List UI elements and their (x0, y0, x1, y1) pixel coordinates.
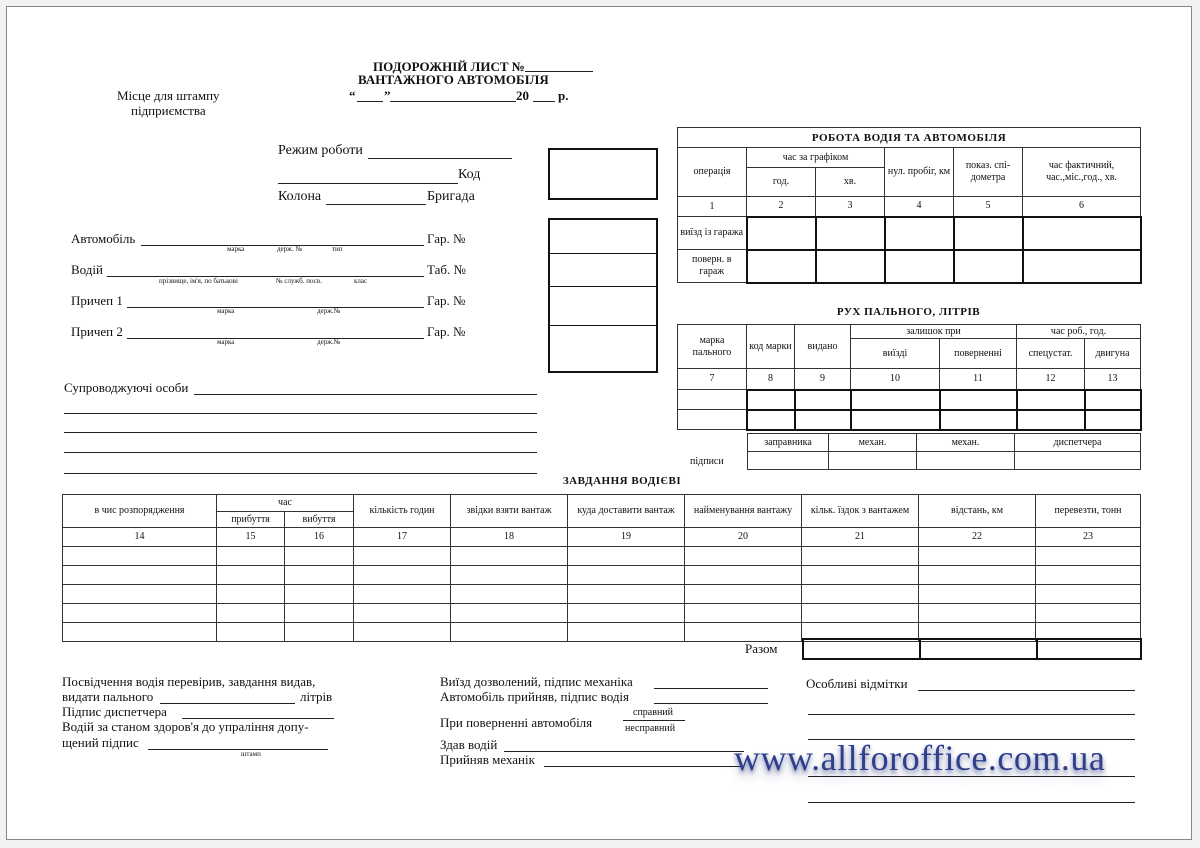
fuel-code-header: код марки (747, 325, 795, 369)
col-num: 13 (1085, 369, 1141, 390)
col-num: 19 (568, 528, 685, 547)
stamp-place-label-2: підприємства (131, 103, 206, 118)
code-field[interactable] (278, 183, 458, 184)
driver-sub-name: прізвище, ім'я, по батькові (159, 277, 238, 285)
col-num: 15 (217, 528, 285, 547)
date-month-line (390, 101, 516, 102)
special-marks-label: Особливі відмітки (806, 676, 908, 691)
arrival-header: прибуття (217, 512, 285, 528)
total-cells (802, 638, 1142, 660)
garage-number-label: Гар. № (427, 231, 466, 246)
zero-run-header: нул. пробіг, км (885, 148, 954, 197)
health-sign-label: щений підпис (62, 735, 139, 750)
to-header: куда доставити вантаж (568, 495, 685, 528)
driver-work-table (677, 127, 1142, 284)
fuel-worktime-header: час роб., год. (1017, 325, 1141, 339)
handed-field[interactable] (504, 751, 744, 752)
car-label: Автомобіль (71, 231, 136, 246)
fuel-at-exit-header: виїзді (851, 339, 940, 369)
col-num: 4 (885, 197, 954, 217)
status-ok[interactable]: справний (633, 707, 674, 718)
actual-time-header: час фактичний, час.,міс.,год., хв. (1023, 148, 1141, 197)
code-box (548, 148, 658, 200)
mode-label: Режим роботи (278, 143, 363, 158)
table-row (63, 604, 1141, 623)
car-accepted-field[interactable] (654, 703, 768, 704)
form-title: ПОДОРОЖНІЙ ЛИСТ № (373, 59, 525, 74)
table-row (63, 585, 1141, 604)
col-num: 6 (1023, 197, 1141, 217)
col-num: 11 (940, 369, 1017, 390)
trailer2-garage-label: Гар. № (427, 324, 466, 339)
cell[interactable] (816, 217, 885, 250)
cell[interactable] (851, 390, 940, 410)
driver-field[interactable] (107, 276, 424, 277)
exit-allowed-label: Виїзд дозволений, підпис механіка (440, 674, 633, 689)
signatures-table (747, 433, 1141, 470)
col-num: 3 (816, 197, 885, 217)
date-year-prefix: 20 (516, 88, 529, 103)
col-num: 1 (678, 197, 747, 217)
mode-field[interactable] (368, 158, 512, 159)
total-distance[interactable] (920, 639, 1037, 659)
col-num: 10 (851, 369, 940, 390)
distance-header: відстань, км (919, 495, 1036, 528)
cell[interactable] (1017, 410, 1085, 430)
vehicle-code-boxes (548, 218, 658, 373)
tasks-table-title: ЗАВДАННЯ ВОДІЄВІ (562, 475, 682, 487)
dispatcher-sign-label: Підпис диспетчера (62, 704, 167, 719)
fuel-special-header: спецустат. (1017, 339, 1085, 369)
cell[interactable] (885, 217, 954, 250)
fuel-brand-header: марка пального (678, 325, 747, 369)
trailer2-sub-reg: держ.№ (317, 338, 341, 346)
car-sub-type: тип (332, 245, 343, 253)
time-header: час (217, 495, 354, 512)
tab-number-label: Таб. № (427, 262, 466, 277)
waybill-form (6, 6, 1192, 840)
hours-count-header: кількість годин (354, 495, 451, 528)
status-divider (623, 720, 685, 721)
from-header: звідки взяти вантаж (451, 495, 568, 528)
col-num: 23 (1036, 528, 1141, 547)
cell[interactable] (795, 410, 851, 430)
watermark: www.allforoffice.com.ua (734, 738, 1106, 778)
trailer2-field[interactable] (127, 338, 424, 339)
special-marks-field-2[interactable] (808, 714, 1135, 715)
exit-allowed-field[interactable] (654, 688, 768, 689)
cell[interactable] (940, 410, 1017, 430)
col-num: 12 (1017, 369, 1085, 390)
car-sub-reg: держ. № (277, 245, 303, 253)
fuel-engine-header: двигуна (1085, 339, 1141, 369)
driver-sub-cert: № служб. посв. (276, 277, 322, 285)
work-table-title: РОБОТА ВОДІЯ ТА АВТОМОБІЛЯ (678, 128, 1141, 148)
dispatcher-header: диспетчера (1015, 434, 1141, 452)
col-num: 17 (354, 528, 451, 547)
cell[interactable] (917, 452, 1015, 470)
trailer1-sub-reg: держ.№ (317, 307, 341, 315)
received-label: Прийняв механік (440, 752, 535, 767)
cell[interactable] (816, 250, 885, 283)
stamp-place-label: Місце для штампу (117, 88, 220, 103)
trailer1-garage-label: Гар. № (427, 293, 466, 308)
cell[interactable] (678, 410, 747, 430)
fuel-table (677, 324, 1142, 431)
health-sign-field[interactable] (148, 749, 328, 750)
cell[interactable] (829, 452, 917, 470)
escort-field-5[interactable] (64, 473, 537, 474)
cell[interactable] (1085, 390, 1141, 410)
trips-header: кільк. їздок з вантажем (802, 495, 919, 528)
total-label: Разом (745, 641, 778, 656)
tons-header: перевезти, тонн (1036, 495, 1141, 528)
trailer2-label: Причеп 2 (71, 324, 123, 339)
column-field[interactable] (326, 204, 426, 205)
col-num: 14 (63, 528, 217, 547)
cell[interactable] (747, 410, 795, 430)
form-subtitle: ВАНТАЖНОГО АВТОМОБІЛЯ (358, 72, 549, 87)
col-num: 9 (795, 369, 851, 390)
total-tons[interactable] (1037, 639, 1141, 659)
date-year-suffix: р. (558, 88, 569, 103)
driver-sub-class: клас (354, 277, 368, 285)
received-field[interactable] (544, 766, 744, 767)
table-row (63, 547, 1141, 566)
cell[interactable] (747, 217, 816, 250)
fuel-at-return-header: поверненні (940, 339, 1017, 369)
tasks-table (62, 494, 1141, 642)
cargo-name-header: найменування вантажу (685, 495, 802, 528)
cell[interactable] (678, 390, 747, 410)
on-return-label: При поверненні автомобіля (440, 715, 593, 730)
signatures-label: підписи (690, 456, 724, 467)
escort-field-1[interactable] (194, 394, 537, 395)
date-day-line (357, 101, 383, 102)
col-num: 16 (285, 528, 354, 547)
cell[interactable] (1085, 410, 1141, 430)
trailer1-sub-brand: марка (217, 307, 235, 315)
cell[interactable] (954, 217, 1023, 250)
cell[interactable] (1023, 250, 1141, 283)
trailer1-field[interactable] (127, 307, 424, 308)
status-not-ok[interactable]: несправний (625, 723, 676, 734)
health-text: Водій за станом здоров'я до упраління допу- (62, 719, 309, 734)
special-marks-field-5[interactable] (808, 802, 1135, 803)
table-row (63, 566, 1141, 585)
driver-label: Водій (71, 262, 103, 277)
fuel-issue-label: видати пального (62, 689, 154, 704)
order-header: в чис розпорядження (63, 495, 217, 528)
date-year-line (533, 101, 555, 102)
col-num: 5 (954, 197, 1023, 217)
code-label: Код (458, 167, 481, 182)
escort-field-3[interactable] (64, 432, 537, 433)
brigade-label: Бригада (427, 189, 475, 204)
cell[interactable] (1015, 452, 1141, 470)
date-close-quote: ” (384, 88, 391, 103)
col-num: 18 (451, 528, 568, 547)
row-garage-return: поверн. в гараж (678, 250, 747, 283)
cell[interactable] (1017, 390, 1085, 410)
fuel-liters-field[interactable] (160, 703, 295, 704)
column-label: Колона (278, 189, 322, 204)
cert-text: Посвідчення водія перевірив, завдання видав, (62, 674, 316, 689)
stamp-caption: штамп (241, 750, 261, 758)
handed-label: Здав водій (440, 737, 498, 752)
mechanic-header: механ. (829, 434, 917, 452)
escort-field-2[interactable] (64, 413, 537, 414)
cell[interactable] (748, 452, 829, 470)
cell[interactable] (1023, 217, 1141, 250)
col-num: 7 (678, 369, 747, 390)
cell[interactable] (795, 390, 851, 410)
escort-label: Супроводжуючі особи (64, 380, 189, 395)
col-num: 21 (802, 528, 919, 547)
refueler-header: заправника (748, 434, 829, 452)
minutes-header: хв. (816, 168, 885, 197)
car-accepted-label: Автомобіль прийняв, підпис водія (440, 689, 630, 704)
car-sub-brand: марка (227, 245, 245, 253)
liters-label: літрів (300, 689, 333, 704)
fuel-table-title: РУХ ПАЛЬНОГО, ЛІТРІВ (836, 306, 981, 318)
operation-header: операція (678, 148, 747, 197)
fuel-issued-header: видано (795, 325, 851, 369)
date-open-quote: “ (349, 88, 356, 103)
cell[interactable] (940, 390, 1017, 410)
cell[interactable] (885, 250, 954, 283)
col-num: 2 (747, 197, 816, 217)
row-garage-exit: виїзд із гаража (678, 217, 747, 250)
total-trips[interactable] (803, 639, 920, 659)
departure-header: вибуття (285, 512, 354, 528)
schedule-header: час за графіком (747, 148, 885, 168)
trailer2-sub-brand: марка (217, 338, 235, 346)
col-num: 20 (685, 528, 802, 547)
mechanic-header-2: механ. (917, 434, 1015, 452)
col-num: 8 (747, 369, 795, 390)
trailer1-label: Причеп 1 (71, 293, 123, 308)
fuel-remainder-header: залишок при (851, 325, 1017, 339)
special-marks-field-1[interactable] (918, 690, 1135, 691)
col-num: 22 (919, 528, 1036, 547)
hours-header: год. (747, 168, 816, 197)
cell[interactable] (954, 250, 1023, 283)
odometer-header: показ. спі-дометра (954, 148, 1023, 197)
cell[interactable] (851, 410, 940, 430)
cell[interactable] (747, 250, 816, 283)
escort-field-4[interactable] (64, 452, 537, 453)
cell[interactable] (747, 390, 795, 410)
